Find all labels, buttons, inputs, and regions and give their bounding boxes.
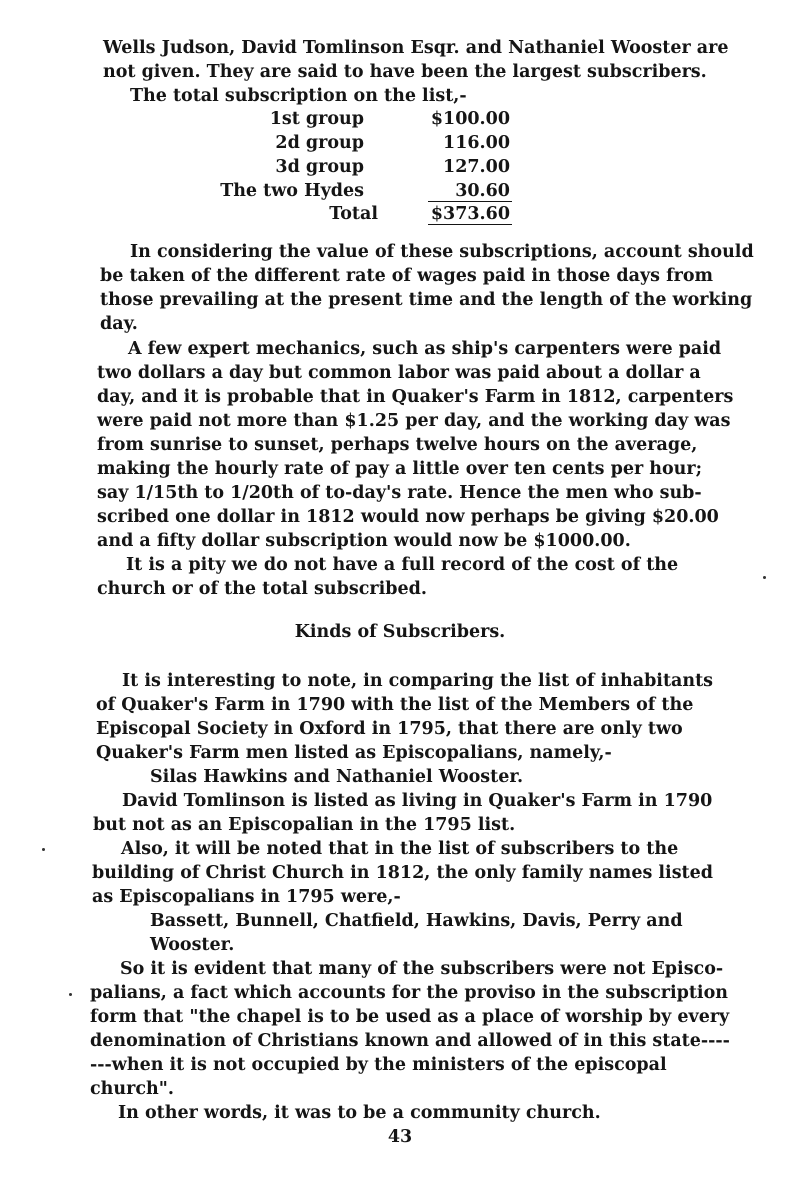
text-line: Wooster. (150, 935, 235, 955)
table-total-amount: $373.60 (430, 204, 510, 224)
table-row-label: 1st group (269, 109, 364, 129)
table-row-label: 3d group (275, 157, 364, 177)
text-line: day, and it is probable that in Quaker's Farm in 1812, carpenters (97, 387, 734, 407)
text-line: The total subscription on the list,- (130, 86, 467, 106)
text-line: ---when it is not occupied by the ministers of the episcopal (90, 1055, 667, 1075)
text-line: Episcopal Society in Oxford in 1795, that there are only two (96, 719, 683, 739)
table-row-label: 2d group (275, 133, 364, 153)
text-line: Also, it will be noted that in the list of subscribers to the (121, 839, 679, 859)
text-line: those prevailing at the present time and the length of the working (100, 290, 753, 310)
page-number: 43 (387, 1127, 413, 1147)
text-line: be taken of the different rate of wages paid in those days from (100, 266, 714, 286)
text-line: two dollars a day but common labor was paid about a dollar a (97, 363, 701, 383)
table-row-amount: 30.60 (455, 181, 510, 201)
table-row-label: The two Hydes (220, 181, 364, 201)
text-line: as Episcopalians in 1795 were,- (92, 887, 401, 907)
text-line: day. (100, 314, 138, 334)
text-line: denomination of Christians known and allowed of in this state---- (90, 1031, 730, 1051)
text-line: of Quaker's Farm in 1790 with the list of the Members of the (96, 695, 694, 715)
section-heading: Kinds of Subscribers. (294, 622, 506, 642)
text-line: Silas Hawkins and Nathaniel Wooster. (150, 767, 524, 787)
scan-speck (42, 848, 45, 851)
text-line: It is a pity we do not have a full record of the cost of the (126, 555, 679, 575)
scan-speck (69, 993, 72, 996)
text-line: In other words, it was to be a community church. (118, 1103, 601, 1123)
text-line: say 1/15th to 1/20th of to-day's rate. Hence the men who sub- (97, 483, 702, 503)
text-line: and a fifty dollar subscription would now be $1000.00. (97, 531, 631, 551)
table-row-amount: 116.00 (443, 133, 510, 153)
text-line: building of Christ Church in 1812, the only family names listed (92, 863, 713, 883)
text-line: were paid not more than $1.25 per day, and the working day was (97, 411, 731, 431)
text-line: Quaker's Farm men listed as Episcopalians, namely,- (96, 743, 612, 763)
text-line: church". (90, 1079, 174, 1099)
text-line: Bassett, Bunnell, Chatfield, Hawkins, Davis, Perry and (150, 911, 683, 931)
text-line: scribed one dollar in 1812 would now perhaps be giving $20.00 (97, 507, 719, 527)
text-line: A few expert mechanics, such as ship's carpenters were paid (128, 339, 722, 359)
text-line: So it is evident that many of the subscribers were not Episco- (120, 959, 724, 979)
text-line: church or of the total subscribed. (97, 579, 427, 599)
text-line: but not as an Episcopalian in the 1795 list. (93, 815, 516, 835)
text-line: David Tomlinson is listed as living in Quaker's Farm in 1790 (122, 791, 713, 811)
total-underline (428, 224, 512, 225)
table-row-amount: $100.00 (430, 109, 510, 129)
table-total-label: Total (329, 204, 378, 224)
text-line: Wells Judson, David Tomlinson Esqr. and Nathaniel Wooster are (103, 38, 729, 58)
text-line: not given. They are said to have been the largest subscribers. (103, 62, 707, 82)
table-row-amount: 127.00 (443, 157, 510, 177)
text-line: It is interesting to note, in comparing the list of inhabitants (122, 671, 714, 691)
text-line: palians, a fact which accounts for the proviso in the subscription (90, 983, 728, 1003)
total-rule (428, 201, 512, 202)
text-line: In considering the value of these subscriptions, account should (130, 242, 754, 262)
text-line: form that "the chapel is to be used as a place of worship by every (90, 1007, 730, 1027)
text-line: making the hourly rate of pay a little over ten cents per hour; (97, 459, 703, 479)
scan-speck (763, 576, 766, 579)
text-line: from sunrise to sunset, perhaps twelve hours on the average, (97, 435, 698, 455)
